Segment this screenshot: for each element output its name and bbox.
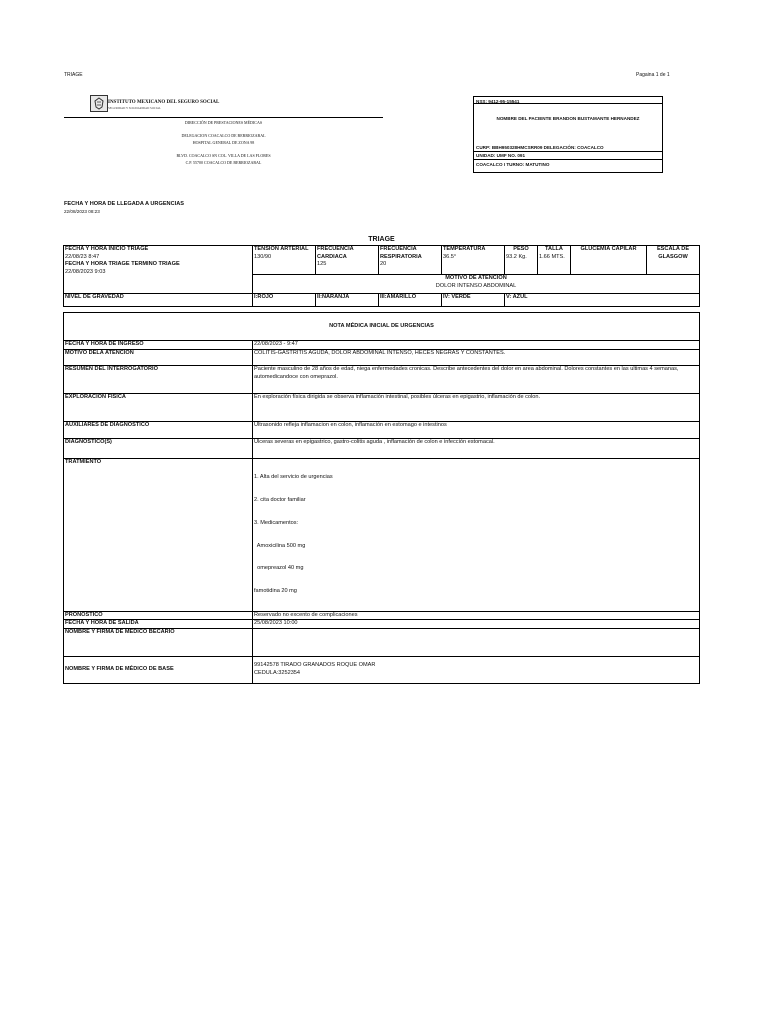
peso-cell xyxy=(505,246,538,275)
cp-line: C.P. 55700 COACALCO DE BERRIOZABAL xyxy=(185,160,262,165)
triage-title: TRIAGE xyxy=(368,236,395,243)
base-name: 99142578 TIRADO GRANADOS ROQUE OMAR xyxy=(254,662,376,669)
level-azul: V: AZUL xyxy=(505,294,700,307)
institution-address-block xyxy=(64,119,383,166)
temp-label: TEMPERATURA xyxy=(443,246,486,252)
ta-cell xyxy=(253,246,316,275)
fc-label: FRECUENCIA CARDIACA xyxy=(317,246,354,260)
triage-table xyxy=(63,245,700,307)
nss: NSS: 9412-95-15541 xyxy=(476,99,520,104)
exploracion-value: En exploración física dirigida se observa inflamación intestinal, posibles úlceras en epigastrio, inflamación de colon. xyxy=(253,394,700,422)
street-line: BLVD. COACALCO SN COL. VILLA DE LAS FLORES xyxy=(176,153,271,158)
salida-value: 25/08/2023 10:00 xyxy=(253,620,700,629)
page-number: Pagaina 1 de 1 xyxy=(636,72,670,78)
motivo-triage-cell xyxy=(253,275,700,294)
glasgow-cell xyxy=(647,246,700,275)
termino-label: FECHA Y HORA TRIAGE TERMINO TRIAGE xyxy=(65,261,180,268)
talla-cell xyxy=(538,246,571,275)
motivo-label: MOTIVO DELA ATENCIÓN xyxy=(64,350,253,366)
inicio-value: 22/08/23 8:47 xyxy=(65,253,100,260)
peso-value: 93.2 Kg. xyxy=(506,253,527,260)
ingreso-label: FECHA Y HORA DE INGRESO xyxy=(64,341,253,350)
base-signature-cell xyxy=(253,657,700,684)
fc-cell xyxy=(316,246,379,275)
hospital-line: HOSPITAL GENERAL DE ZONA 98 xyxy=(192,140,255,145)
triage-times-cell xyxy=(64,246,253,294)
nota-title: NOTA MÉDICA INICIAL DE URGENCIAS xyxy=(64,313,700,341)
level-verde: IV: VERDE xyxy=(442,294,505,307)
auxiliares-label: AUXILIARES DE DIAGNÓSTICO xyxy=(64,422,253,439)
becario-label: NOMBRE Y FIRMA DE MÉDICO BECARIO xyxy=(64,629,253,657)
gravedad-label: NIVEL DE GRAVEDAD xyxy=(64,294,253,307)
delegacion-line: DELEGACION COACALCO DE BERRIOZABAL xyxy=(181,133,266,138)
inicio-label: FECHA Y HORA INICIO TRIAGE xyxy=(65,246,149,252)
fr-label: FRECUENCIA RESPIRATORIA xyxy=(380,246,422,260)
tratamiento-line: 2. cita doctor familiar xyxy=(254,496,306,503)
institution-name: INSTITUTO MEXICANO DEL SEGURO SOCIAL xyxy=(108,100,220,105)
arrival-label: FECHA Y HORA DE LLEGADA A URGENCIAS xyxy=(64,201,184,207)
eagle-emblem-icon xyxy=(91,96,107,111)
nota-medica-table xyxy=(63,312,700,684)
institution-motto: SEGURIDAD Y SOLIDARIDAD SOCIAL xyxy=(108,106,161,110)
fc-value: 125 xyxy=(317,261,327,268)
document-name: TRIAGE xyxy=(64,72,83,78)
salida-label: FECHA Y HORA DE SALIDA xyxy=(64,620,253,629)
tratamiento-label: TRATMIENTO xyxy=(64,459,253,612)
patient-name: NOMBRE DEL PACIENTE BRANDON BUSTAMANTE HERNANDEZ xyxy=(496,116,640,121)
imss-logo xyxy=(90,95,108,112)
motivo-value: COLITIS-GASTRITIS AGUDA, DOLOR ABDOMINAL INTENSO, HECES NEGRAS Y CONSTANTES. xyxy=(253,350,700,366)
direccion-line: DIRECCIÓN DE PRESTACIONES MÉDICAS xyxy=(184,120,263,125)
fr-value: 20 xyxy=(380,261,387,268)
tratamiento-line: 3. Medicamentos: xyxy=(254,519,299,526)
talla-value: 1.66 MTS. xyxy=(539,253,565,260)
glasgow-label: ESCALA DE GLASGOW xyxy=(656,246,690,260)
unidad: UNIDAD: UMF NO. 091 xyxy=(476,153,526,158)
motivo-triage-label: MOTIVO DE ATENCIÓN xyxy=(445,275,507,281)
motivo-triage-value: DOLOR INTENSO ABDOMINAL xyxy=(435,282,517,289)
ingreso-value: 22/08/2023 - 9:47 xyxy=(253,341,700,350)
ta-value: 130/90 xyxy=(254,253,272,260)
temp-cell xyxy=(442,246,505,275)
tratamiento-line: omepreazol 40 mg xyxy=(254,565,304,572)
turno: COACALCO I TURNO: MATUTINO xyxy=(476,162,550,167)
peso-label: PESO xyxy=(513,246,529,252)
tratamiento-line: famotidina 20 mg xyxy=(254,588,297,595)
base-label: NOMBRE Y FIRMA DE MÉDICO DE BASE xyxy=(64,657,253,684)
level-rojo: I:ROJO xyxy=(253,294,316,307)
tratamiento-line: Amoxicilina 500 mg xyxy=(254,542,306,549)
tratamiento-line: 1. Alta del servicio de urgencias xyxy=(254,474,333,481)
becario-signature xyxy=(253,629,700,657)
auxiliares-value: Ultrasonido refleja inflamacion en colon, inflamación en estomago e intestinos xyxy=(253,422,700,439)
patient-info-box xyxy=(473,96,663,173)
header-divider xyxy=(64,117,383,118)
termino-value: 22/08/2023 9:03 xyxy=(65,268,106,275)
exploracion-label: EXPLORACIÓN FÍSICA xyxy=(64,394,253,422)
diagnostico-value: Úlceras severas en epigastrico, gastro-colitis aguda , inflamación de colon e infección estomacal. xyxy=(253,439,700,459)
pronostico-value: Reservado no excento de complicaciones xyxy=(253,611,700,620)
glucemia-cell xyxy=(571,246,647,275)
arrival-value: 22/08/2023 08:23 xyxy=(64,209,100,214)
base-cedula: CEDULA:3252354 xyxy=(254,670,301,677)
level-naranja: II:NARANJA xyxy=(316,294,379,307)
pronostico-label: PRONOSTICO xyxy=(64,611,253,620)
diagnostico-label: DIAGNÓSTICO(S) xyxy=(64,439,253,459)
fr-cell xyxy=(379,246,442,275)
glucemia-label: GLUCEMIA CAPILAR xyxy=(580,246,637,252)
temp-value: 36.5° xyxy=(443,253,457,260)
resumen-label: RESUMEN DEL INTERROGATORIO xyxy=(64,366,253,394)
level-amarillo: III:AMARILLO xyxy=(379,294,442,307)
tratamiento-value xyxy=(253,459,700,612)
resumen-value: Paciente masculino de 28 años de edad, niega enfermedades cronicas. Describe antecedentes del dolor en area abdominal. Dolores constantes en las ultimas 4 semanas, automedicandoce con omeprazol. xyxy=(253,366,700,394)
talla-label: TALLA xyxy=(545,246,563,252)
curp: CURP: BBH950328HMCSRR09 DELEGACIÓN: COACALCO xyxy=(476,145,604,150)
ta-label: TENSIÓN ARTERIAL xyxy=(254,246,309,252)
